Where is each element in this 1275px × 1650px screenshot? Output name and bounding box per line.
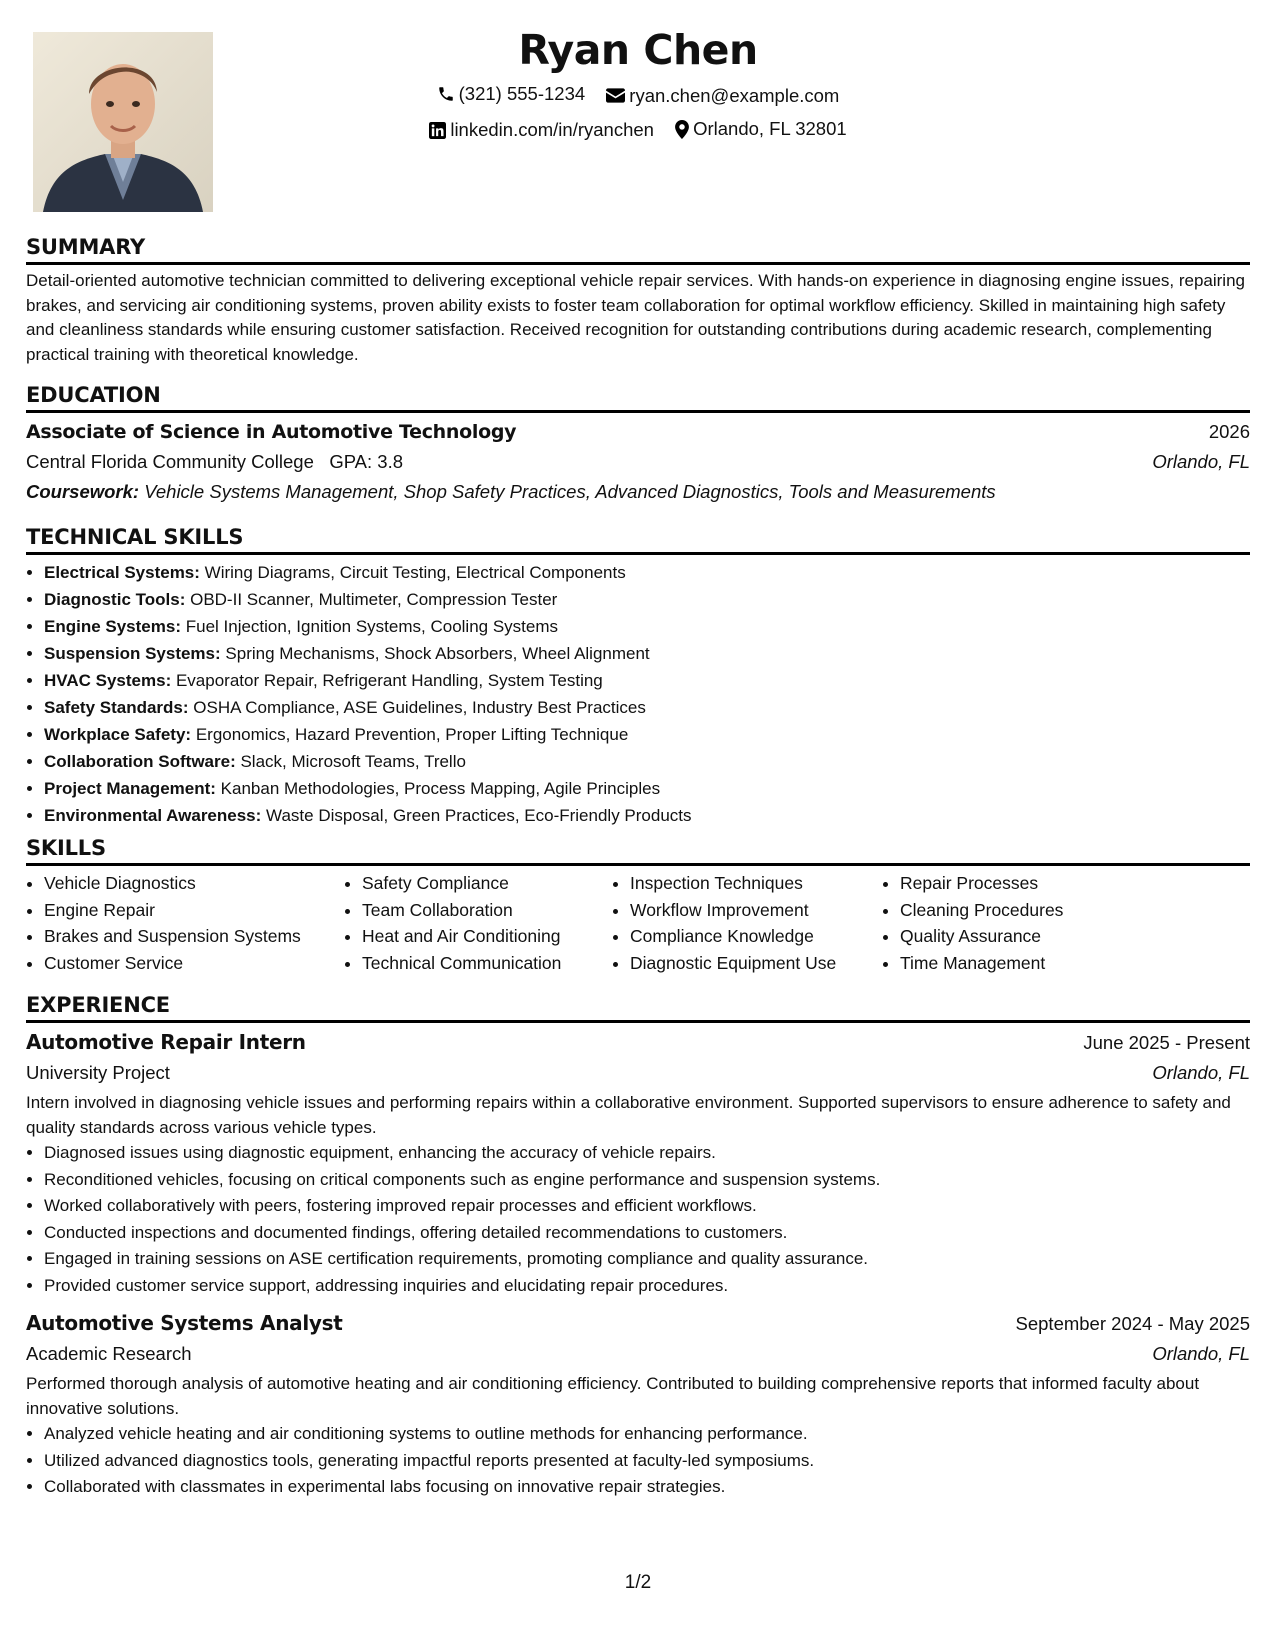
job-entry (26, 1026, 1250, 1299)
skill-item: • Engine Repair (44, 897, 344, 924)
job-location: Orlando, FL (1152, 1062, 1250, 1083)
technical-skill-item (44, 694, 1250, 721)
job-title-row (26, 1307, 1250, 1339)
technical-skill-value: OSHA Compliance, ASE Guidelines, Industry Best Practices (193, 698, 646, 717)
jobs-list (26, 1026, 1250, 1501)
skill-item: • Time Management (900, 950, 1200, 977)
skill-item: • Team Collaboration (362, 897, 612, 924)
education-section (26, 380, 1250, 507)
skill-item: • Brakes and Suspension Systems (44, 923, 344, 950)
technical-skill-label: Safety Standards: (44, 698, 189, 717)
phone-number: (321) 555-1234 (458, 83, 586, 104)
page-number: 1/2 (624, 1572, 652, 1593)
email-contact[interactable] (606, 80, 839, 112)
skill-item: • Diagnostic Equipment Use (630, 950, 882, 977)
job-description: Performed thorough analysis of automotive heating and air conditioning efficiency. Contributed to building comprehensive reports that informed faculty about innovative solutions. (26, 1374, 1200, 1418)
technical-skill-value: Spring Mechanisms, Shock Absorbers, Wheel Alignment (225, 644, 650, 663)
job-bullet: • Worked collaboratively with peers, fostering improved repair processes and efficient workflows. (44, 1193, 1250, 1220)
resume-header (26, 22, 1250, 149)
technical-skill-item (44, 748, 1250, 775)
skills-column (344, 870, 612, 976)
technical-skill-label: Environmental Awareness: (44, 806, 262, 825)
technical-skill-item (44, 559, 1250, 586)
skills-grid (26, 870, 1250, 976)
skill-item: • Heat and Air Conditioning (362, 923, 612, 950)
technical-skill-label: Workplace Safety: (44, 725, 192, 744)
technical-skill-value: Evaporator Repair, Refrigerant Handling, System Testing (175, 671, 603, 690)
section-title-technical-skills: TECHNICAL SKILLS (26, 522, 1250, 555)
technical-skill-label: Diagnostic Tools: (44, 590, 186, 609)
education-degree-row (26, 417, 1250, 447)
contact-line-2 (26, 113, 1250, 149)
phone-contact (437, 78, 586, 110)
technical-skill-label: Electrical Systems: (44, 563, 200, 582)
technical-skill-item (44, 613, 1250, 640)
job-org-row (26, 1058, 1250, 1088)
skill-item: • Safety Compliance (362, 870, 612, 897)
skill-item: • Vehicle Diagnostics (44, 870, 344, 897)
section-title-summary: SUMMARY (26, 232, 1250, 265)
skill-item: • Quality Assurance (900, 923, 1200, 950)
technical-skill-label: Suspension Systems: (44, 644, 221, 663)
job-bullet: • Analyzed vehicle heating and air conditioning systems to outline methods for enhancing performance. (44, 1421, 1250, 1448)
linkedin-icon (429, 122, 446, 139)
skills-section (26, 833, 1250, 976)
technical-skill-label: Project Management: (44, 779, 216, 798)
contact-line-1 (26, 78, 1250, 113)
graduation-year: 2026 (1208, 421, 1250, 442)
education-school-row (26, 447, 1250, 477)
technical-skills-section (26, 522, 1250, 829)
job-org-row (26, 1339, 1250, 1369)
technical-skill-value: Waste Disposal, Green Practices, Eco-Friendly Products (266, 806, 692, 825)
skill-item: • Technical Communication (362, 950, 612, 977)
summary-section (26, 232, 1250, 367)
technical-skill-value: OBD-II Scanner, Multimeter, Compression Tester (190, 590, 558, 609)
technical-skill-label: Collaboration Software: (44, 752, 236, 771)
job-location: Orlando, FL (1152, 1343, 1250, 1364)
job-title-row (26, 1026, 1250, 1058)
section-title-skills: SKILLS (26, 833, 1250, 866)
job-bullet: • Collaborated with classmates in experimental labs focusing on innovative repair strategies. (44, 1474, 1250, 1501)
job-dates: June 2025 - Present (1083, 1032, 1250, 1053)
job-organization: University Project (26, 1062, 170, 1083)
technical-skill-value: Fuel Injection, Ignition Systems, Cooling Systems (185, 617, 559, 636)
job-bullet: • Conducted inspections and documented findings, offering detailed recommendations to customers. (44, 1220, 1250, 1247)
technical-skill-label: Engine Systems: (44, 617, 181, 636)
coursework-list: Vehicle Systems Management, Shop Safety Practices, Advanced Diagnostics, Tools and Measurements (144, 481, 996, 502)
job-bullet: • Utilized advanced diagnostics tools, generating impactful reports presented at faculty-led symposiums. (44, 1448, 1250, 1475)
job-dates: September 2024 - May 2025 (1015, 1313, 1250, 1334)
job-organization: Academic Research (26, 1343, 192, 1364)
email-address[interactable]: ryan.chen@example.com (629, 84, 840, 106)
job-bullet: • Diagnosed issues using diagnostic equipment, enhancing the accuracy of vehicle repairs. (44, 1140, 1250, 1167)
technical-skill-label: HVAC Systems: (44, 671, 172, 690)
coursework-label: Coursework: (26, 481, 140, 502)
coursework (26, 477, 1250, 507)
gpa: GPA: 3.8 (329, 451, 404, 472)
school-location: Orlando, FL (1152, 451, 1250, 472)
experience-section (26, 990, 1250, 1501)
section-title-experience: EXPERIENCE (26, 990, 1250, 1023)
job-bullets (26, 1140, 1250, 1299)
skill-item: • Cleaning Procedures (900, 897, 1200, 924)
location-contact (675, 113, 847, 145)
linkedin-contact[interactable] (429, 114, 654, 146)
technical-skill-value: Kanban Methodologies, Process Mapping, Agile Principles (220, 779, 661, 798)
job-entry (26, 1307, 1250, 1501)
map-pin-icon (675, 120, 689, 139)
technical-skill-value: Wiring Diagrams, Circuit Testing, Electrical Components (204, 563, 626, 582)
job-bullets (26, 1421, 1250, 1501)
skill-item: • Inspection Techniques (630, 870, 882, 897)
technical-skill-item (44, 775, 1250, 802)
skill-item: • Compliance Knowledge (630, 923, 882, 950)
resume-page (26, 0, 1250, 1650)
phone-icon (437, 85, 455, 103)
school-info (26, 447, 403, 477)
technical-skill-value: Slack, Microsoft Teams, Trello (240, 752, 466, 771)
job-title: Automotive Systems Analyst (26, 1311, 343, 1335)
linkedin-url[interactable]: linkedin.com/in/ryanchen (450, 119, 654, 140)
technical-skills-list (26, 559, 1250, 829)
skills-column (26, 870, 344, 976)
section-title-education: EDUCATION (26, 380, 1250, 413)
school-name: Central Florida Community College (26, 451, 314, 472)
technical-skill-item (44, 721, 1250, 748)
degree-name: Associate of Science in Automotive Technology (26, 421, 517, 443)
job-description: Intern involved in diagnosing vehicle issues and performing repairs within a collaborative environment. Supported supervisors to ensure adherence to safety and quality standards across various vehicle types. (26, 1093, 1231, 1137)
job-bullet: • Reconditioned vehicles, focusing on critical components such as engine performance and suspension systems. (44, 1167, 1250, 1194)
technical-skill-item (44, 667, 1250, 694)
location-text: Orlando, FL 32801 (693, 118, 847, 139)
summary-text: Detail-oriented automotive technician committed to delivering exceptional vehicle repair services. With hands-on experience in diagnosing engine issues, repairing brakes, and servicing air conditioning systems, proven ability exists to foster team collaboration for optimal workflow efficiency. Skilled in maintaining high safety and cleanliness standards while ensuring customer satisfaction. Received recognition for outstanding contributions during academic research, complementing practical training with theoretical knowledge. (26, 271, 1245, 364)
job-bullet: • Engaged in training sessions on ASE certification requirements, promoting compliance and quality assurance. (44, 1246, 1250, 1273)
job-title: Automotive Repair Intern (26, 1030, 306, 1054)
skill-item: • Repair Processes (900, 870, 1200, 897)
technical-skill-item (44, 586, 1250, 613)
job-bullet: • Provided customer service support, addressing inquiries and elucidating repair procedures. (44, 1273, 1250, 1300)
technical-skill-value: Ergonomics, Hazard Prevention, Proper Lifting Technique (195, 725, 629, 744)
skill-item: • Workflow Improvement (630, 897, 882, 924)
skills-column (612, 870, 882, 976)
technical-skill-item (44, 802, 1250, 829)
candidate-name: Ryan Chen (518, 26, 758, 74)
envelope-icon (606, 88, 625, 103)
skill-item: • Customer Service (44, 950, 344, 977)
skills-column (882, 870, 1200, 976)
technical-skill-item (44, 640, 1250, 667)
